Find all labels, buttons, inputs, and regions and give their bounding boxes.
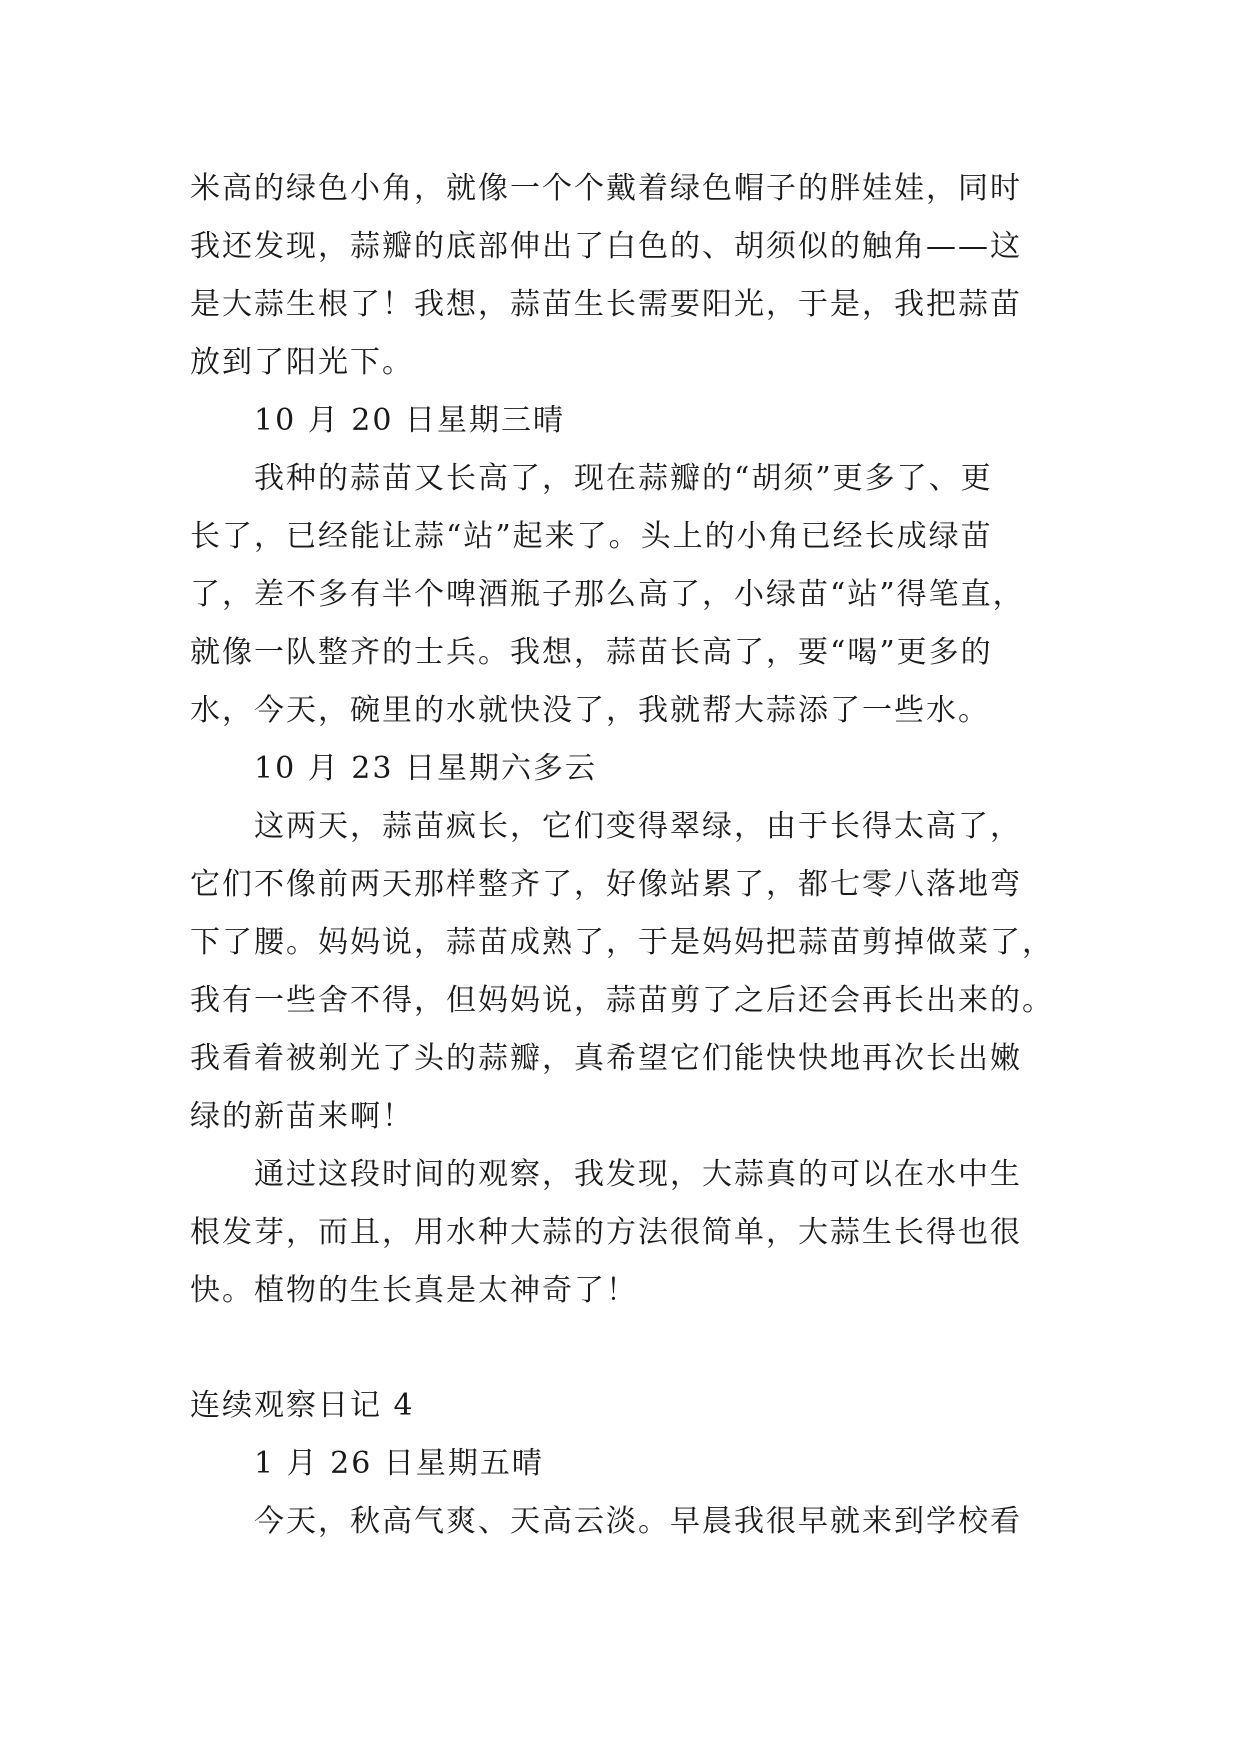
text-line: 根发芽，而且，用水种大蒜的方法很简单，大蒜生长得也很 (190, 1215, 1022, 1250)
text-line: 这两天，蒜苗疯长，它们变得翠绿，由于长得太高了， (254, 809, 1022, 844)
text-line: 是大蒜生根了！我想，蒜苗生长需要阳光，于是，我把蒜苗 (190, 287, 1022, 322)
text-line: 1 月 26 日星期五晴 (254, 1446, 544, 1481)
text-line: 水，今天，碗里的水就快没了，我就帮大蒜添了一些水。 (190, 693, 990, 728)
text-line: 今天，秋高气爽、天高云淡。早晨我很早就来到学校看 (254, 1504, 1022, 1539)
section-entries (190, 1435, 1070, 1551)
text-line: 长了，已经能让蒜“站”起来了。头上的小角已经长成绿苗 (190, 519, 993, 554)
section-gap (190, 1320, 1070, 1377)
text-line: 绿的新苗来啊！ (190, 1099, 414, 1134)
section-title: 连续观察日记 4 (190, 1388, 415, 1423)
text-line: 它们不像前两天那样整齐了，好像站累了，都七零八落地弯 (190, 867, 1022, 902)
text-line: 10 月 23 日星期六多云 (254, 751, 597, 786)
text-line: 通过这段时间的观察，我发现，大蒜真的可以在水中生 (254, 1157, 1022, 1192)
text-line: 米高的绿色小角，就像一个个戴着绿色帽子的胖娃娃，同时 (190, 171, 1022, 206)
text-line: 了，差不多有半个啤酒瓶子那么高了，小绿苗“站”得笔直， (190, 577, 1025, 612)
text-line: 下了腰。妈妈说，蒜苗成熟了，于是妈妈把蒜苗剪掉做菜了， (190, 925, 1054, 960)
diary-entries (190, 160, 1070, 1320)
text-line: 我看着被剃光了头的蒜瓣，真希望它们能快快地再次长出嫩 (190, 1041, 1022, 1076)
text-line: 10 月 20 日星期三晴 (254, 403, 565, 438)
text-line: 我有一些舍不得，但妈妈说，蒜苗剪了之后还会再长出来的。 (190, 983, 1054, 1018)
text-line: 快。植物的生长真是太神奇了！ (190, 1273, 638, 1308)
text-line: 我种的蒜苗又长高了，现在蒜瓣的“胡须”更多了、更 (254, 461, 993, 496)
text-line: 放到了阳光下。 (190, 345, 414, 380)
text-line: 就像一队整齐的士兵。我想，蒜苗长高了，要“喝”更多的 (190, 635, 993, 670)
text-line: 我还发现，蒜瓣的底部伸出了白色的、胡须似的触角——这 (190, 229, 1022, 264)
document-body (190, 160, 1070, 1551)
